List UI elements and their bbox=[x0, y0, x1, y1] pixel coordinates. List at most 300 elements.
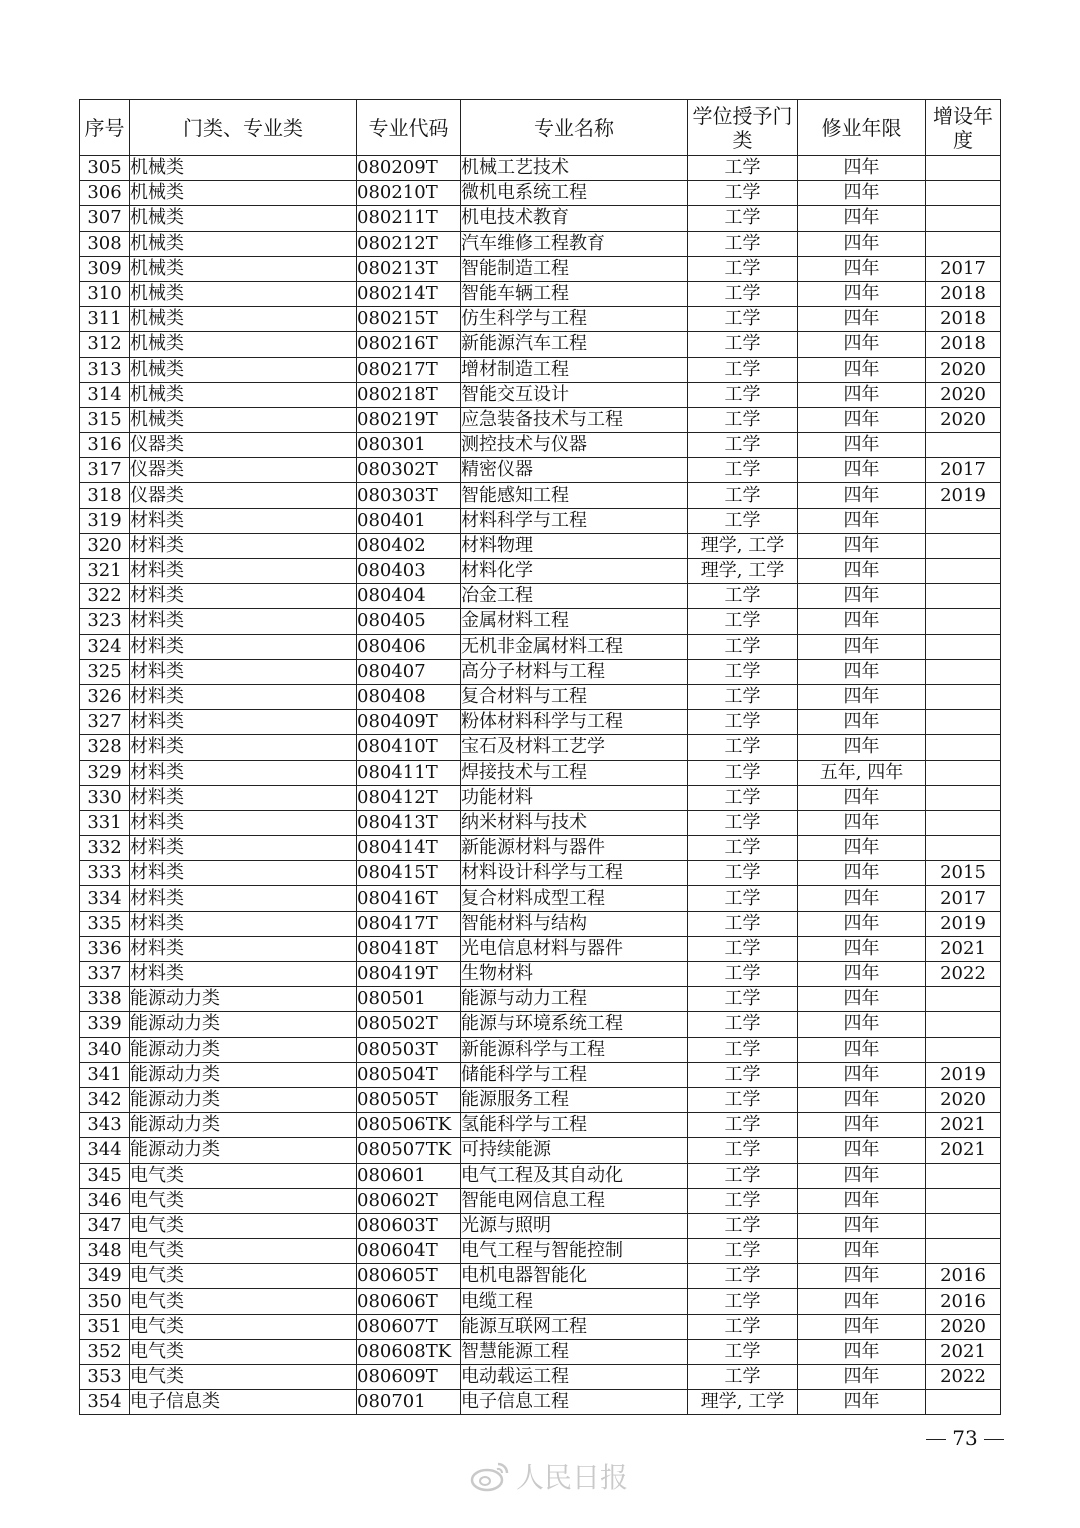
cell-category: 材料类 bbox=[130, 684, 357, 709]
cell-major-name: 粉体材料科学与工程 bbox=[461, 710, 688, 735]
cell-code: 080603T bbox=[357, 1213, 461, 1238]
table-row bbox=[80, 433, 1001, 458]
cell-year-added bbox=[926, 1188, 1001, 1213]
cell-major-name: 电缆工程 bbox=[461, 1289, 688, 1314]
cell-degree: 工学 bbox=[688, 609, 798, 634]
cell-degree: 工学 bbox=[688, 1365, 798, 1390]
cell-year-added: 2018 bbox=[926, 281, 1001, 306]
cell-year-added bbox=[926, 1239, 1001, 1264]
cell-code: 080414T bbox=[357, 836, 461, 861]
cell-duration: 四年 bbox=[798, 710, 926, 735]
cell-major-name: 智能车辆工程 bbox=[461, 281, 688, 306]
cell-duration: 四年 bbox=[798, 634, 926, 659]
cell-major-name: 机械工艺技术 bbox=[461, 156, 688, 181]
cell-code: 080506TK bbox=[357, 1113, 461, 1138]
cell-degree: 工学 bbox=[688, 836, 798, 861]
cell-degree: 工学 bbox=[688, 357, 798, 382]
cell-major-name: 复合材料与工程 bbox=[461, 684, 688, 709]
cell-code: 080409T bbox=[357, 710, 461, 735]
cell-degree: 工学 bbox=[688, 1163, 798, 1188]
table-row bbox=[80, 810, 1001, 835]
cell-seq: 338 bbox=[80, 987, 130, 1012]
cell-seq: 337 bbox=[80, 962, 130, 987]
cell-duration: 四年 bbox=[798, 181, 926, 206]
cell-seq: 344 bbox=[80, 1138, 130, 1163]
cell-seq: 329 bbox=[80, 760, 130, 785]
cell-degree: 工学 bbox=[688, 156, 798, 181]
cell-duration: 四年 bbox=[798, 962, 926, 987]
cell-degree: 工学 bbox=[688, 256, 798, 281]
table-row bbox=[80, 1264, 1001, 1289]
cell-category: 电气类 bbox=[130, 1213, 357, 1238]
cell-degree: 工学 bbox=[688, 1239, 798, 1264]
cell-duration: 四年 bbox=[798, 886, 926, 911]
cell-year-added: 2018 bbox=[926, 332, 1001, 357]
cell-category: 材料类 bbox=[130, 760, 357, 785]
cell-duration: 四年 bbox=[798, 206, 926, 231]
cell-code: 080407 bbox=[357, 659, 461, 684]
cell-code: 080218T bbox=[357, 382, 461, 407]
cell-year-added bbox=[926, 735, 1001, 760]
cell-major-name: 能源互联网工程 bbox=[461, 1314, 688, 1339]
cell-major-name: 应急装备技术与工程 bbox=[461, 407, 688, 432]
cell-major-name: 氢能科学与工程 bbox=[461, 1113, 688, 1138]
page-number-text: 73 bbox=[952, 1426, 978, 1450]
cell-major-name: 功能材料 bbox=[461, 785, 688, 810]
cell-year-added: 2015 bbox=[926, 861, 1001, 886]
cell-year-added bbox=[926, 584, 1001, 609]
cell-duration: 四年 bbox=[798, 861, 926, 886]
cell-code: 080405 bbox=[357, 609, 461, 634]
cell-seq: 324 bbox=[80, 634, 130, 659]
cell-duration: 四年 bbox=[798, 407, 926, 432]
header-major-name: 专业名称 bbox=[461, 100, 688, 156]
cell-year-added bbox=[926, 559, 1001, 584]
cell-degree: 工学 bbox=[688, 911, 798, 936]
table-row bbox=[80, 483, 1001, 508]
cell-duration: 四年 bbox=[798, 508, 926, 533]
cell-degree: 工学 bbox=[688, 1264, 798, 1289]
cell-year-added bbox=[926, 609, 1001, 634]
cell-degree: 工学 bbox=[688, 508, 798, 533]
cell-major-name: 能源与环境系统工程 bbox=[461, 1012, 688, 1037]
cell-major-name: 智能感知工程 bbox=[461, 483, 688, 508]
cell-year-added: 2022 bbox=[926, 962, 1001, 987]
cell-major-name: 复合材料成型工程 bbox=[461, 886, 688, 911]
cell-major-name: 光电信息材料与器件 bbox=[461, 936, 688, 961]
cell-major-name: 材料化学 bbox=[461, 559, 688, 584]
cell-code: 080701 bbox=[357, 1390, 461, 1415]
cell-year-added bbox=[926, 1213, 1001, 1238]
cell-seq: 310 bbox=[80, 281, 130, 306]
cell-year-added bbox=[926, 433, 1001, 458]
cell-degree: 理学, 工学 bbox=[688, 559, 798, 584]
cell-seq: 340 bbox=[80, 1037, 130, 1062]
cell-seq: 315 bbox=[80, 407, 130, 432]
cell-code: 080501 bbox=[357, 987, 461, 1012]
table-row bbox=[80, 886, 1001, 911]
cell-year-added: 2021 bbox=[926, 1138, 1001, 1163]
cell-duration: 四年 bbox=[798, 559, 926, 584]
cell-seq: 322 bbox=[80, 584, 130, 609]
cell-degree: 工学 bbox=[688, 382, 798, 407]
cell-year-added: 2022 bbox=[926, 1365, 1001, 1390]
cell-category: 仪器类 bbox=[130, 433, 357, 458]
cell-duration: 四年 bbox=[798, 987, 926, 1012]
table-row bbox=[80, 1188, 1001, 1213]
cell-year-added: 2020 bbox=[926, 382, 1001, 407]
cell-category: 材料类 bbox=[130, 609, 357, 634]
table-row bbox=[80, 559, 1001, 584]
cell-category: 机械类 bbox=[130, 181, 357, 206]
cell-code: 080406 bbox=[357, 634, 461, 659]
cell-code: 080602T bbox=[357, 1188, 461, 1213]
cell-category: 机械类 bbox=[130, 332, 357, 357]
cell-major-name: 生物材料 bbox=[461, 962, 688, 987]
table-row bbox=[80, 987, 1001, 1012]
cell-seq: 326 bbox=[80, 684, 130, 709]
cell-code: 080214T bbox=[357, 281, 461, 306]
cell-degree: 工学 bbox=[688, 1289, 798, 1314]
table-row bbox=[80, 1339, 1001, 1364]
cell-duration: 四年 bbox=[798, 1062, 926, 1087]
cell-seq: 339 bbox=[80, 1012, 130, 1037]
cell-duration: 四年 bbox=[798, 1087, 926, 1112]
table-row bbox=[80, 659, 1001, 684]
cell-code: 080606T bbox=[357, 1289, 461, 1314]
cell-code: 080412T bbox=[357, 785, 461, 810]
cell-major-name: 电气工程及其自动化 bbox=[461, 1163, 688, 1188]
cell-year-added bbox=[926, 785, 1001, 810]
table-row bbox=[80, 256, 1001, 281]
cell-category: 材料类 bbox=[130, 962, 357, 987]
cell-code: 080413T bbox=[357, 810, 461, 835]
cell-seq: 317 bbox=[80, 458, 130, 483]
cell-degree: 工学 bbox=[688, 332, 798, 357]
cell-code: 080504T bbox=[357, 1062, 461, 1087]
cell-degree: 工学 bbox=[688, 1087, 798, 1112]
cell-category: 材料类 bbox=[130, 634, 357, 659]
table-row bbox=[80, 181, 1001, 206]
cell-year-added bbox=[926, 836, 1001, 861]
cell-category: 机械类 bbox=[130, 357, 357, 382]
cell-duration: 四年 bbox=[798, 735, 926, 760]
cell-seq: 333 bbox=[80, 861, 130, 886]
cell-duration: 四年 bbox=[798, 785, 926, 810]
table-row bbox=[80, 533, 1001, 558]
cell-major-name: 增材制造工程 bbox=[461, 357, 688, 382]
cell-major-name: 材料设计科学与工程 bbox=[461, 861, 688, 886]
table-row bbox=[80, 609, 1001, 634]
cell-degree: 工学 bbox=[688, 1062, 798, 1087]
cell-degree: 工学 bbox=[688, 861, 798, 886]
cell-category: 电气类 bbox=[130, 1289, 357, 1314]
cell-code: 080418T bbox=[357, 936, 461, 961]
cell-code: 080303T bbox=[357, 483, 461, 508]
cell-year-added: 2020 bbox=[926, 1314, 1001, 1339]
cell-category: 能源动力类 bbox=[130, 1012, 357, 1037]
cell-year-added: 2017 bbox=[926, 886, 1001, 911]
cell-year-added bbox=[926, 659, 1001, 684]
table-row bbox=[80, 962, 1001, 987]
cell-category: 材料类 bbox=[130, 735, 357, 760]
cell-major-name: 电气工程与智能控制 bbox=[461, 1239, 688, 1264]
cell-duration: 四年 bbox=[798, 1339, 926, 1364]
cell-year-added bbox=[926, 1390, 1001, 1415]
cell-degree: 工学 bbox=[688, 735, 798, 760]
table-row bbox=[80, 936, 1001, 961]
cell-seq: 316 bbox=[80, 433, 130, 458]
dash-right bbox=[984, 1439, 1004, 1441]
cell-code: 080217T bbox=[357, 357, 461, 382]
table-row bbox=[80, 785, 1001, 810]
cell-degree: 工学 bbox=[688, 584, 798, 609]
table-row bbox=[80, 332, 1001, 357]
cell-seq: 335 bbox=[80, 911, 130, 936]
cell-year-added: 2017 bbox=[926, 256, 1001, 281]
cell-year-added: 2016 bbox=[926, 1264, 1001, 1289]
cell-code: 080210T bbox=[357, 181, 461, 206]
cell-seq: 320 bbox=[80, 533, 130, 558]
cell-category: 电气类 bbox=[130, 1264, 357, 1289]
cell-duration: 四年 bbox=[798, 1188, 926, 1213]
cell-year-added bbox=[926, 533, 1001, 558]
cell-major-name: 宝石及材料工艺学 bbox=[461, 735, 688, 760]
cell-major-name: 汽车维修工程教育 bbox=[461, 231, 688, 256]
cell-category: 机械类 bbox=[130, 382, 357, 407]
cell-seq: 342 bbox=[80, 1087, 130, 1112]
cell-category: 机械类 bbox=[130, 156, 357, 181]
cell-degree: 工学 bbox=[688, 1012, 798, 1037]
cell-code: 080408 bbox=[357, 684, 461, 709]
cell-duration: 四年 bbox=[798, 1213, 926, 1238]
table-row bbox=[80, 281, 1001, 306]
cell-major-name: 高分子材料与工程 bbox=[461, 659, 688, 684]
cell-seq: 348 bbox=[80, 1239, 130, 1264]
cell-seq: 306 bbox=[80, 181, 130, 206]
cell-major-name: 智能电网信息工程 bbox=[461, 1188, 688, 1213]
cell-seq: 314 bbox=[80, 382, 130, 407]
cell-code: 080213T bbox=[357, 256, 461, 281]
weibo-icon bbox=[470, 1460, 510, 1492]
header-category: 门类、专业类 bbox=[130, 100, 357, 156]
cell-year-added bbox=[926, 987, 1001, 1012]
table-row bbox=[80, 1138, 1001, 1163]
cell-seq: 312 bbox=[80, 332, 130, 357]
cell-major-name: 材料物理 bbox=[461, 533, 688, 558]
cell-degree: 工学 bbox=[688, 710, 798, 735]
cell-degree: 工学 bbox=[688, 307, 798, 332]
cell-code: 080209T bbox=[357, 156, 461, 181]
watermark-text: 人民日报 bbox=[516, 1461, 629, 1494]
cell-degree: 工学 bbox=[688, 659, 798, 684]
cell-seq: 350 bbox=[80, 1289, 130, 1314]
cell-year-added bbox=[926, 684, 1001, 709]
cell-seq: 313 bbox=[80, 357, 130, 382]
table-row bbox=[80, 836, 1001, 861]
cell-category: 机械类 bbox=[130, 231, 357, 256]
cell-degree: 工学 bbox=[688, 810, 798, 835]
page-number bbox=[925, 1426, 1005, 1450]
cell-major-name: 无机非金属材料工程 bbox=[461, 634, 688, 659]
cell-degree: 工学 bbox=[688, 634, 798, 659]
cell-seq: 308 bbox=[80, 231, 130, 256]
table-row bbox=[80, 1087, 1001, 1112]
cell-category: 能源动力类 bbox=[130, 1138, 357, 1163]
cell-duration: 四年 bbox=[798, 433, 926, 458]
table-row bbox=[80, 382, 1001, 407]
cell-seq: 332 bbox=[80, 836, 130, 861]
cell-code: 080507TK bbox=[357, 1138, 461, 1163]
header-code: 专业代码 bbox=[357, 100, 461, 156]
cell-seq: 330 bbox=[80, 785, 130, 810]
cell-code: 080415T bbox=[357, 861, 461, 886]
table-row bbox=[80, 1314, 1001, 1339]
cell-duration: 四年 bbox=[798, 1239, 926, 1264]
table-row bbox=[80, 684, 1001, 709]
cell-major-name: 机电技术教育 bbox=[461, 206, 688, 231]
table-row bbox=[80, 1289, 1001, 1314]
cell-degree: 工学 bbox=[688, 684, 798, 709]
table-row bbox=[80, 861, 1001, 886]
cell-degree: 工学 bbox=[688, 1113, 798, 1138]
cell-category: 能源动力类 bbox=[130, 1113, 357, 1138]
cell-seq: 347 bbox=[80, 1213, 130, 1238]
cell-year-added bbox=[926, 231, 1001, 256]
cell-year-added: 2018 bbox=[926, 307, 1001, 332]
dash-left bbox=[926, 1439, 946, 1441]
cell-duration: 四年 bbox=[798, 1163, 926, 1188]
majors-table bbox=[79, 99, 1001, 1415]
cell-category: 能源动力类 bbox=[130, 1062, 357, 1087]
cell-seq: 349 bbox=[80, 1264, 130, 1289]
cell-category: 材料类 bbox=[130, 836, 357, 861]
cell-degree: 工学 bbox=[688, 886, 798, 911]
cell-degree: 工学 bbox=[688, 987, 798, 1012]
cell-degree: 工学 bbox=[688, 1138, 798, 1163]
cell-duration: 四年 bbox=[798, 1264, 926, 1289]
cell-category: 机械类 bbox=[130, 407, 357, 432]
cell-year-added: 2021 bbox=[926, 1113, 1001, 1138]
cell-duration: 四年 bbox=[798, 684, 926, 709]
cell-duration: 四年 bbox=[798, 332, 926, 357]
cell-degree: 工学 bbox=[688, 1339, 798, 1364]
header-year-added: 增设年度 bbox=[926, 100, 1001, 156]
cell-seq: 311 bbox=[80, 307, 130, 332]
cell-degree: 工学 bbox=[688, 1314, 798, 1339]
cell-duration: 四年 bbox=[798, 911, 926, 936]
cell-category: 材料类 bbox=[130, 710, 357, 735]
cell-seq: 331 bbox=[80, 810, 130, 835]
cell-major-name: 能源与动力工程 bbox=[461, 987, 688, 1012]
cell-code: 080416T bbox=[357, 886, 461, 911]
header-degree: 学位授予门类 bbox=[688, 100, 798, 156]
cell-duration: 四年 bbox=[798, 1365, 926, 1390]
cell-degree: 理学, 工学 bbox=[688, 1390, 798, 1415]
cell-code: 080419T bbox=[357, 962, 461, 987]
cell-major-name: 新能源科学与工程 bbox=[461, 1037, 688, 1062]
cell-category: 材料类 bbox=[130, 886, 357, 911]
cell-duration: 五年, 四年 bbox=[798, 760, 926, 785]
cell-duration: 四年 bbox=[798, 307, 926, 332]
cell-category: 材料类 bbox=[130, 785, 357, 810]
cell-seq: 305 bbox=[80, 156, 130, 181]
cell-degree: 工学 bbox=[688, 206, 798, 231]
cell-category: 材料类 bbox=[130, 533, 357, 558]
table-row bbox=[80, 1163, 1001, 1188]
table-row bbox=[80, 407, 1001, 432]
header-seq: 序号 bbox=[80, 100, 130, 156]
cell-category: 能源动力类 bbox=[130, 1087, 357, 1112]
cell-code: 080402 bbox=[357, 533, 461, 558]
cell-duration: 四年 bbox=[798, 584, 926, 609]
cell-degree: 理学, 工学 bbox=[688, 533, 798, 558]
cell-seq: 353 bbox=[80, 1365, 130, 1390]
cell-duration: 四年 bbox=[798, 836, 926, 861]
cell-category: 能源动力类 bbox=[130, 987, 357, 1012]
cell-duration: 四年 bbox=[798, 810, 926, 835]
table-row bbox=[80, 634, 1001, 659]
cell-year-added bbox=[926, 760, 1001, 785]
cell-code: 080302T bbox=[357, 458, 461, 483]
cell-major-name: 能源服务工程 bbox=[461, 1087, 688, 1112]
cell-seq: 341 bbox=[80, 1062, 130, 1087]
cell-category: 材料类 bbox=[130, 559, 357, 584]
table-row bbox=[80, 1365, 1001, 1390]
cell-seq: 336 bbox=[80, 936, 130, 961]
table-row bbox=[80, 1113, 1001, 1138]
cell-seq: 325 bbox=[80, 659, 130, 684]
cell-major-name: 电机电器智能化 bbox=[461, 1264, 688, 1289]
table-row bbox=[80, 1390, 1001, 1415]
cell-year-added: 2017 bbox=[926, 458, 1001, 483]
table-row bbox=[80, 735, 1001, 760]
cell-year-added: 2016 bbox=[926, 1289, 1001, 1314]
table-row bbox=[80, 357, 1001, 382]
cell-code: 080411T bbox=[357, 760, 461, 785]
cell-seq: 327 bbox=[80, 710, 130, 735]
cell-duration: 四年 bbox=[798, 458, 926, 483]
cell-duration: 四年 bbox=[798, 483, 926, 508]
cell-major-name: 可持续能源 bbox=[461, 1138, 688, 1163]
table-row bbox=[80, 307, 1001, 332]
cell-major-name: 新能源汽车工程 bbox=[461, 332, 688, 357]
cell-code: 080410T bbox=[357, 735, 461, 760]
cell-seq: 345 bbox=[80, 1163, 130, 1188]
cell-seq: 309 bbox=[80, 256, 130, 281]
cell-year-added bbox=[926, 710, 1001, 735]
cell-seq: 352 bbox=[80, 1339, 130, 1364]
header-duration: 修业年限 bbox=[798, 100, 926, 156]
cell-seq: 319 bbox=[80, 508, 130, 533]
cell-year-added: 2020 bbox=[926, 357, 1001, 382]
cell-major-name: 新能源材料与器件 bbox=[461, 836, 688, 861]
cell-seq: 351 bbox=[80, 1314, 130, 1339]
cell-major-name: 微机电系统工程 bbox=[461, 181, 688, 206]
table-row bbox=[80, 710, 1001, 735]
cell-code: 080216T bbox=[357, 332, 461, 357]
cell-year-added bbox=[926, 1037, 1001, 1062]
cell-major-name: 智能制造工程 bbox=[461, 256, 688, 281]
cell-duration: 四年 bbox=[798, 1012, 926, 1037]
cell-major-name: 智能材料与结构 bbox=[461, 911, 688, 936]
cell-category: 机械类 bbox=[130, 256, 357, 281]
table-row bbox=[80, 1012, 1001, 1037]
cell-degree: 工学 bbox=[688, 458, 798, 483]
watermark bbox=[470, 1456, 628, 1496]
table-row bbox=[80, 1213, 1001, 1238]
cell-category: 仪器类 bbox=[130, 458, 357, 483]
